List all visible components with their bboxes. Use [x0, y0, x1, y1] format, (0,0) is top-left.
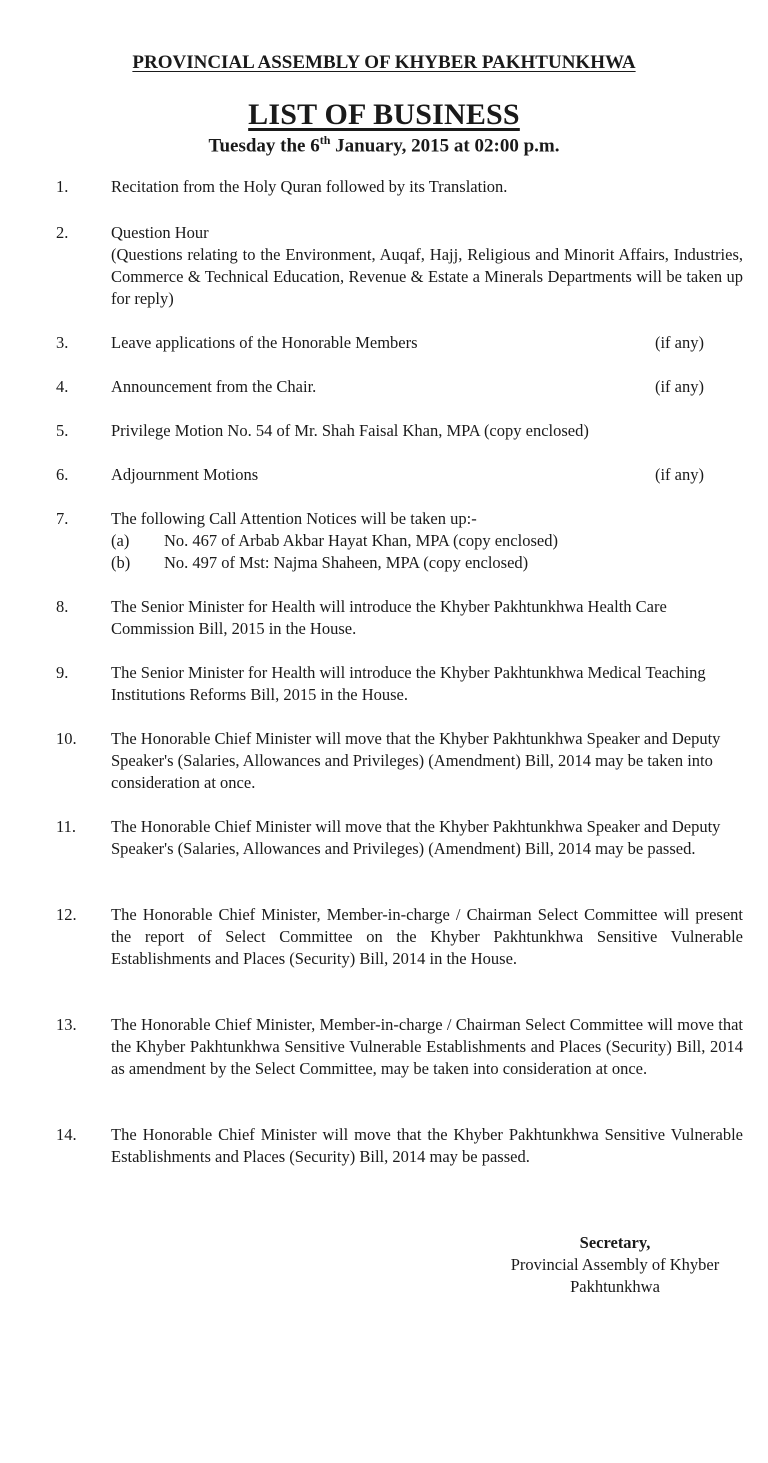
- item-number: 4.: [56, 377, 69, 396]
- sub-item: [111, 552, 743, 574]
- signature-line-2: Pakhtunkhwa: [570, 1277, 660, 1296]
- session-date: [0, 133, 768, 157]
- item-number: 5.: [56, 421, 69, 440]
- item-note: (if any): [654, 465, 704, 484]
- date-prefix: Tuesday the 6: [208, 135, 320, 157]
- item-number: 3.: [56, 333, 69, 352]
- item-text: (Questions relating to the Environment, Auqaf, Hajj, Religious and Minorit Affairs, Industries, Commerce & Technical Education, Revenue & Estate a Minerals Departments will be taken up for reply): [111, 245, 743, 308]
- item-number: 9.: [56, 663, 69, 682]
- sub-item: [111, 530, 743, 552]
- signature-line-1: Provincial Assembly of Khyber: [510, 1255, 720, 1274]
- item-text: Privilege Motion No. 54 of Mr. Shah Faisal Khan, MPA (copy enclosed): [111, 421, 589, 440]
- date-suffix: January, 2015 at 02:00 p.m.: [330, 135, 560, 157]
- item-number: 6.: [56, 465, 69, 484]
- item-text: Adjournment Motions: [111, 465, 259, 484]
- item-text: The following Call Attention Notices will be taken up:-: [111, 509, 477, 528]
- item-text: The Senior Minister for Health will introduce the Khyber Pakhtunkhwa Medical Teaching Institutions Reforms Bill, 2015 in the House.: [111, 663, 706, 704]
- item-text: The Honorable Chief Minister, Member-in-charge / Chairman Select Committee will present the report of Select Committee on the Khyber Pakhtunkhwa Sensitive Vulnerable Establishments and Places (Security) Bill, 2014 in the House.: [111, 905, 743, 968]
- item-note: (if any): [654, 377, 704, 396]
- item-text: Announcement from the Chair.: [111, 377, 317, 396]
- assembly-name: PROVINCIAL ASSEMBLY OF KHYBER PAKHTUNKHWA: [132, 52, 636, 73]
- signature-block: [470, 1232, 760, 1298]
- item-number: 12.: [56, 905, 77, 924]
- item-number: 2.: [56, 223, 69, 242]
- item-number: 1.: [56, 177, 69, 196]
- sub-item-label: (b): [111, 553, 131, 572]
- sub-item-text: No. 467 of Arbab Akbar Hayat Khan, MPA (copy enclosed): [164, 531, 558, 550]
- item-number: 10.: [56, 729, 77, 748]
- item-body: [111, 222, 743, 310]
- item-note: (if any): [654, 333, 704, 352]
- date-ordinal: th: [319, 133, 331, 147]
- item-text: Recitation from the Holy Quran followed by its Translation.: [111, 177, 508, 196]
- item-text: The Honorable Chief Minister will move that the Khyber Pakhtunkhwa Sensitive Vulnerable Establishments and Places (Security) Bill, 2014 may be passed.: [111, 1125, 743, 1166]
- item-text: The Honorable Chief Minister will move that the Khyber Pakhtunkhwa Speaker and Deputy Speaker's (Salaries, Allowances and Privileges) (Amendment) Bill, 2014 may be passed.: [111, 817, 721, 858]
- item-body: [111, 508, 743, 574]
- item-number: 7.: [56, 509, 69, 528]
- item-number: 14.: [56, 1125, 77, 1144]
- item-number: 13.: [56, 1015, 77, 1034]
- item-text: The Senior Minister for Health will introduce the Khyber Pakhtunkhwa Health Care Commission Bill, 2015 in the House.: [111, 597, 667, 638]
- signature-title: Secretary,: [579, 1233, 651, 1252]
- sub-item-label: (a): [111, 531, 130, 550]
- sub-item-text: No. 497 of Mst: Najma Shaheen, MPA (copy enclosed): [164, 553, 529, 572]
- document-title: LIST OF BUSINESS: [248, 98, 520, 131]
- item-number: 11.: [56, 817, 77, 836]
- item-title: Question Hour: [111, 223, 209, 242]
- item-text: The Honorable Chief Minister, Member-in-charge / Chairman Select Committee will move that the Khyber Pakhtunkhwa Sensitive Vulnerable Establishments and Places (Security) Bill, 2014 as amendment by the Select Committee, may be taken into consideration at once.: [111, 1015, 743, 1078]
- item-text: The Honorable Chief Minister will move that the Khyber Pakhtunkhwa Speaker and Deputy Speaker's (Salaries, Allowances and Privileges) (Amendment) Bill, 2014 may be taken into consideration at once.: [111, 729, 721, 792]
- item-number: 8.: [56, 597, 69, 616]
- item-text: Leave applications of the Honorable Members: [111, 333, 418, 352]
